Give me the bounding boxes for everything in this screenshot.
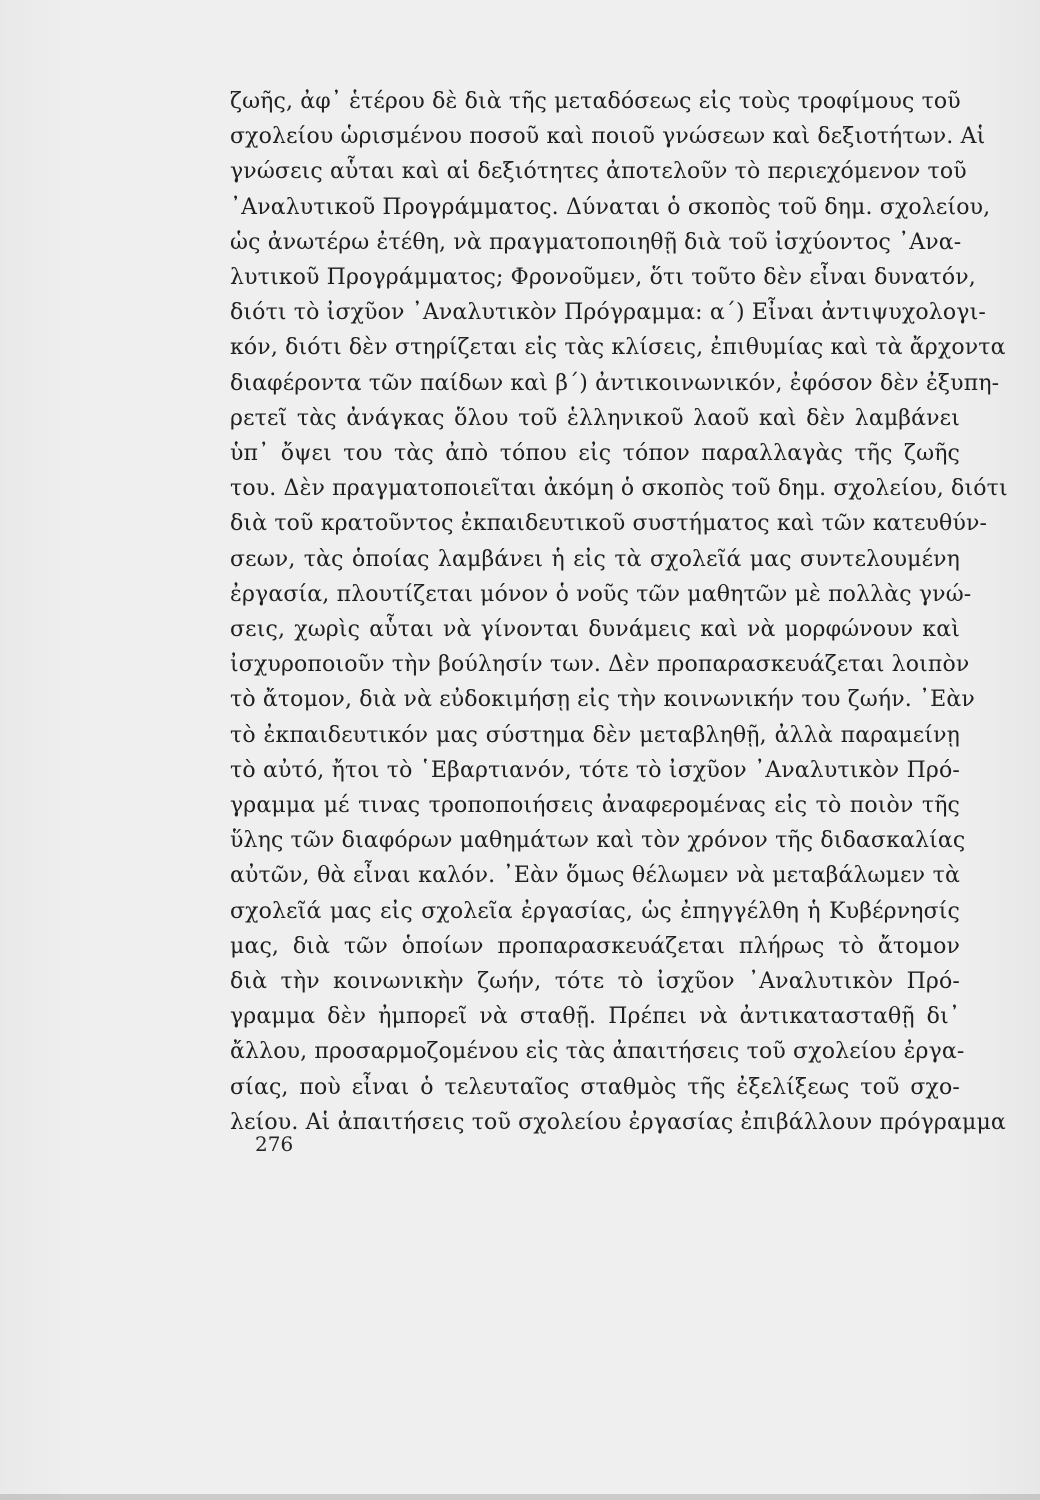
text-line: ὡς ἀνωτέρω ἐτέθη, νὰ πραγματοποιηθῇ διὰ τοῦ ἰσχύοντος ᾽Ανα- xyxy=(230,229,962,255)
text-line: αὐτῶν, θὰ εἶναι καλόν. ᾽Εὰν ὅμως θέλωμεν νὰ μεταβάλωμεν τὰ xyxy=(230,863,960,889)
text-line: διαφέροντα τῶν παίδων καὶ β΄) ἀντικοινωνικόν, ἐφόσον δὲν ἐξυπη- xyxy=(230,370,1000,396)
text-line: λείου. Αἱ ἀπαιτήσεις τοῦ σχολείου ἐργασίας ἐπιβάλλουν πρόγραμμα xyxy=(230,1109,1006,1135)
text-line: ὕλης τῶν διαφόρων μαθημάτων καὶ τὸν χρόνον τῆς διδασκαλίας xyxy=(230,828,966,854)
text-line: ὑπ᾽ ὄψει του τὰς ἀπὸ τόπου εἰς τόπον παραλλαγὰς τῆς ζωῆς xyxy=(230,441,960,467)
page-number: 276 xyxy=(255,1132,294,1156)
text-line: ζωῆς, ἀφ᾽ ἑτέρου δὲ διὰ τῆς μεταδόσεως εἰς τοὺς τροφίμους τοῦ xyxy=(230,89,961,114)
text-line: ἰσχυροποιοῦν τὴν βούλησίν των. Δὲν προπαρασκευάζεται λοιπὸν xyxy=(230,652,970,678)
text-line: τὸ αὐτό, ἤτοι τὸ ῾Εβαρτιανόν, τότε τὸ ἰσχῦον ᾽Αναλυτικὸν Πρό- xyxy=(230,757,960,783)
text-line: ἄλλου, προσαρμοζομένου εἰς τὰς ἀπαιτήσεις τοῦ σχολείου ἐργα- xyxy=(230,1039,965,1065)
text-line: διὰ τοῦ κρατοῦντος ἐκπαιδευτικοῦ συστήματος καὶ τῶν κατευθύν- xyxy=(230,511,988,537)
text-line: μας, διὰ τῶν ὁποίων προπαρασκευάζεται πλήρως τὸ ἄτομον xyxy=(230,933,960,959)
text-line: κόν, διότι δὲν στηρίζεται εἰς τὰς κλίσεις, ἐπιθυμίας καὶ τὰ ἄρχοντα xyxy=(230,335,1006,361)
text-line: του. Δὲν πραγματοποιεῖται ἀκόμη ὁ σκοπὸς τοῦ δημ. σχολείου, διότι xyxy=(230,476,1008,502)
scan-edge xyxy=(0,1494,1040,1500)
text-line: τὸ ἐκπαιδευτικόν μας σύστημα δὲν μεταβληθῇ, ἀλλὰ παραμείνῃ xyxy=(230,722,960,748)
text-line: διότι τὸ ἰσχῦον ᾽Αναλυτικὸν Πρόγραμμα: α΄) Εἶναι ἀντιψυχολογι- xyxy=(230,300,986,326)
text-line: σεων, τὰς ὁποίας λαμβάνει ἡ εἰς τὰ σχολεῖά μας συντελουμένη xyxy=(230,546,960,572)
body-text xyxy=(230,84,1008,1140)
text-line: σίας, ποὺ εἶναι ὁ τελευταῖος σταθμὸς τῆς ἐξελίξεως τοῦ σχο- xyxy=(230,1074,960,1100)
text-line: σχολεῖά μας εἰς σχολεῖα ἐργασίας, ὡς ἐπηγγέλθη ἡ Κυβέρνησίς xyxy=(230,898,960,924)
text-line: σχολείου ὡρισμένου ποσοῦ καὶ ποιοῦ γνώσεων καὶ δεξιοτήτων. Αἱ xyxy=(230,124,986,150)
text-line: λυτικοῦ Προγράμματος; Φρονοῦμεν, ὅτι τοῦτο δὲν εἶναι δυνατόν, xyxy=(230,265,976,291)
text-line: σεις, χωρὶς αὗται νὰ γίνονται δυνάμεις καὶ νὰ μορφώνουν καὶ xyxy=(230,617,960,643)
text-line: ἐργασία, πλουτίζεται μόνον ὁ νοῦς τῶν μαθητῶν μὲ πολλὰς γνώ- xyxy=(230,581,972,607)
text-line: διὰ τὴν κοινωνικὴν ζωήν, τότε τὸ ἰσχῦον ᾽Αναλυτικὸν Πρό- xyxy=(230,969,960,995)
text-line: γνώσεις αὗται καὶ αἱ δεξιότητες ἀποτελοῦν τὸ περιεχόμενον τοῦ xyxy=(230,159,967,185)
text-line: ρετεῖ τὰς ἀνάγκας ὅλου τοῦ ἑλληνικοῦ λαοῦ καὶ δὲν λαμβάνει xyxy=(230,405,960,431)
text-line: γραμμα μέ τινας τροποποιήσεις ἀναφερομένας εἰς τὸ ποιὸν τῆς xyxy=(230,793,960,819)
text-line: ᾽Αναλυτικοῦ Προγράμματος. Δύναται ὁ σκοπὸς τοῦ δημ. σχολείου, xyxy=(230,194,991,220)
text-line: γραμμα δὲν ἠμπορεῖ νὰ σταθῇ. Πρέπει νὰ ἀντικατασταθῇ δι᾽ xyxy=(230,1004,960,1030)
text-line: τὸ ἄτομον, διὰ νὰ εὐδοκιμήσῃ εἰς τὴν κοινωνικήν του ζωήν. ᾽Εὰν xyxy=(230,687,975,713)
